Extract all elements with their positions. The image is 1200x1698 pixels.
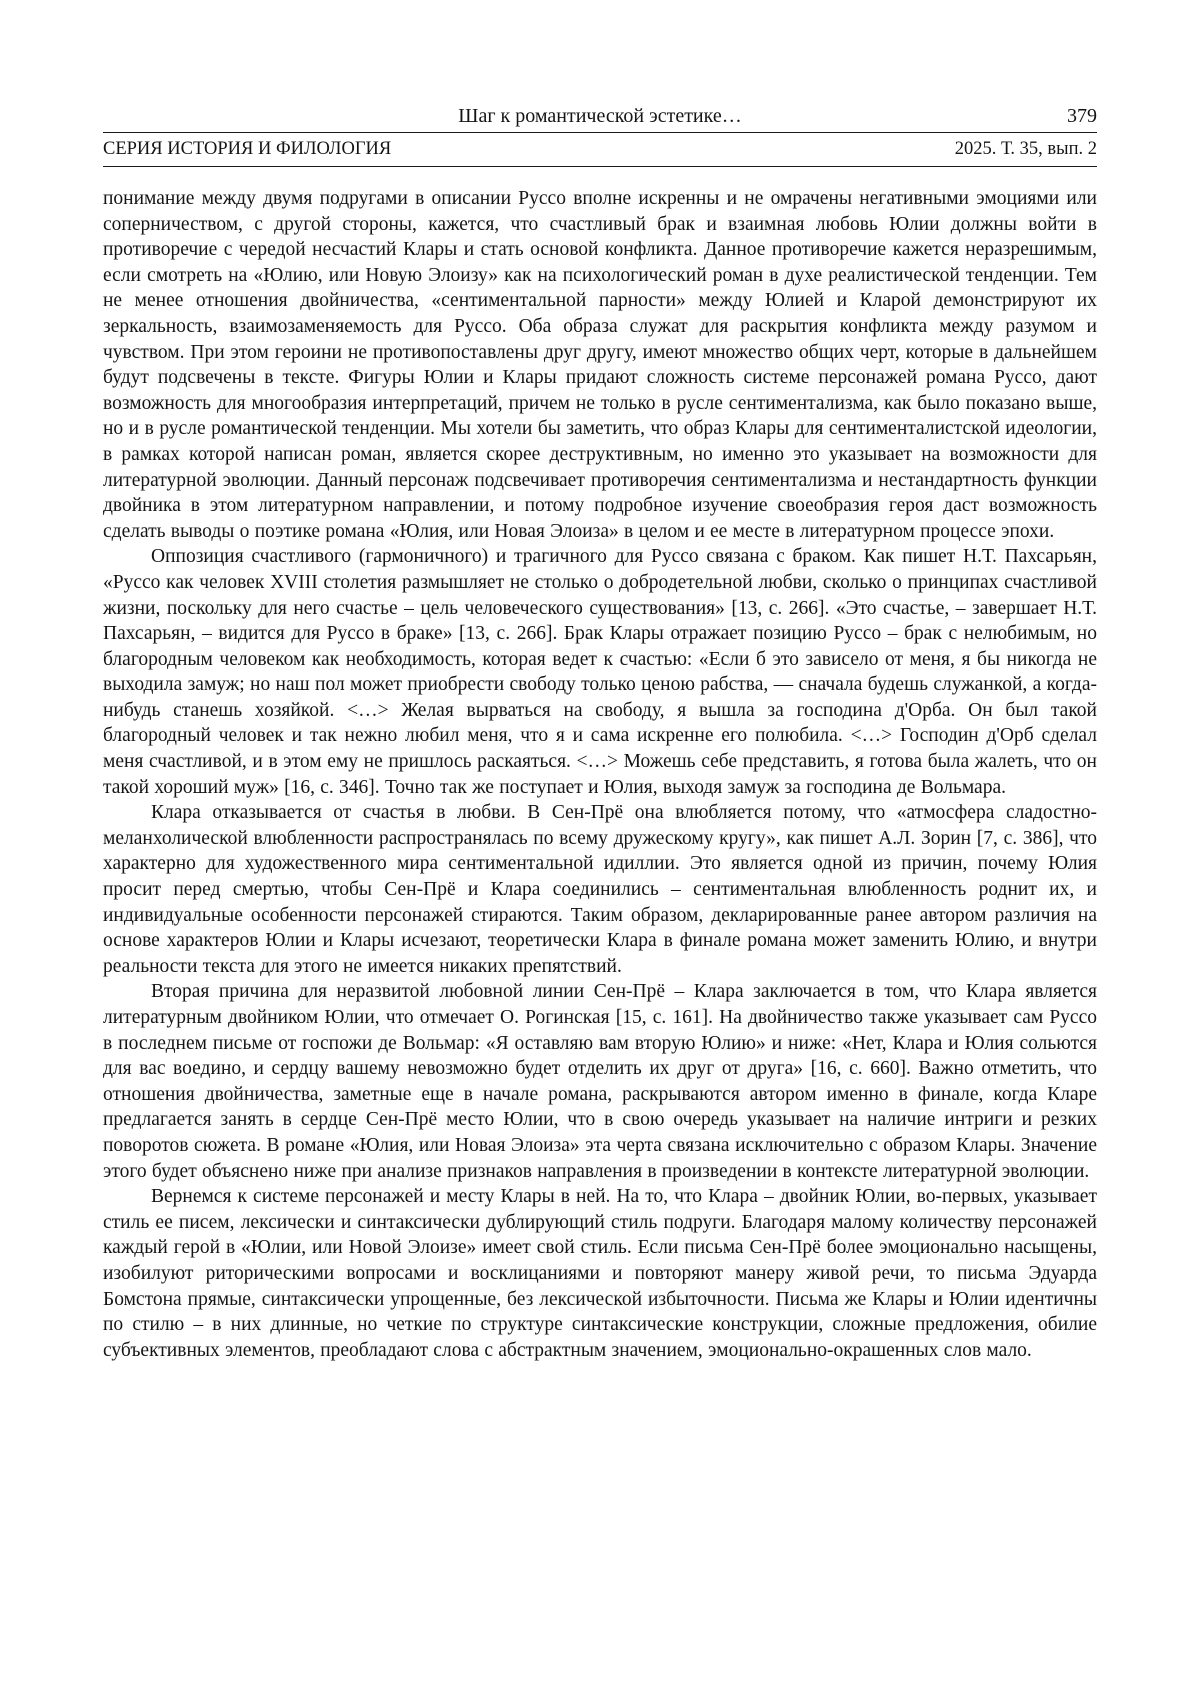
body-paragraph: Оппозиция счастливого (гармоничного) и трагичного для Руссо связана с браком. Как пишет Н.Т. Пахсарьян, «Руссо как человек XVIII столетия размышляет не столько о добродетельной любви, сколько о принципах счастливой жизни, поскольку для него счастье – цель человеческого существования» [13, с. 266]. «Это счастье, – завершает Н.Т. Пахсарьян, – видится для Руссо в браке» [13, с. 266]. Брак Клары отражает позицию Руссо – брак с нелюбимым, но благородным человеком как необходимость, которая ведет к счастью: «Если б это зависело от меня, я бы никогда не выходила замуж; но наш пол может приобрести свободу только ценою рабства, — сначала будешь служанкой, а когда-нибудь станешь хозяйкой. <…> Желая вырваться на свободу, я вышла за господина д'Орба. Он был такой благородный человек и так нежно любил меня, что я и сама искренне его полюбила. <…> Господин д'Орб сделал меня счастливой, и в этом ему не пришлось раскаяться. <…> Можешь себе представить, я готова была жалеть, что он такой хороший муж» [16, с. 346]. Точно так же поступает и Юлия, выходя замуж за господина де Вольмара. <box>103 546 1097 798</box>
issue-info: 2025. Т. 35, вып. 2 <box>954 139 1097 159</box>
running-head <box>103 104 1097 133</box>
series-line <box>103 133 1097 167</box>
page-number: 379 <box>1067 105 1097 127</box>
running-title: Шаг к романтической эстетике… <box>458 105 742 127</box>
series-title: СЕРИЯ ИСТОРИЯ И ФИЛОЛОГИЯ <box>103 139 392 159</box>
article-body <box>103 186 1097 1363</box>
body-paragraph: Вернемся к системе персонажей и месту Клары в ней. На то, что Клара – двойник Юлии, во-первых, указывает стиль ее писем, лексически и синтаксически дублирующий стиль подруги. Благодаря малому количеству персонажей каждый герой в «Юлии, или Новой Элоизе» имеет свой стиль. Если письма Сен-Прё более эмоционально насыщены, изобилуют риторическими вопросами и восклицаниями и повторяют манеру живой речи, то письма Эдуарда Бомстона прямые, синтаксически упрощенные, без лексической избыточности. Письма же Клары и Юлии идентичны по стилю – в них длинные, но четкие по структуре синтаксические конструкции, сложные предложения, обилие субъективных элементов, преобладают слова с абстрактным значением, эмоционально-окрашенных слов мало. <box>103 1186 1097 1361</box>
body-paragraph: Вторая причина для неразвитой любовной линии Сен-Прё – Клара заключается в том, что Клара является литературным двойником Юлии, что отмечает О. Рогинская [15, с. 161]. На двойничество также указывает сам Руссо в последнем письме от госпожи де Вольмар: «Я оставляю вам вторую Юлию» и ниже: «Нет, Клара и Юлия сольются для вас воедино, и сердцу вашему невозможно будет отделить их друг от друга» [16, с. 660]. Важно отметить, что отношения двойничества, заметные еще в начале романа, раскрываются автором именно в финале, когда Кларе предлагается занять в сердце Сен-Прё место Юлии, что в свою очередь указывает на наличие интриги и резких поворотов сюжета. В романе «Юлия, или Новая Элоиза» эта черта связана исключительно с образом Клары. Значение этого будет объяснено ниже при анализе признаков направления в произведении в контексте литературной эволюции. <box>103 981 1097 1182</box>
body-paragraph: понимание между двумя подругами в описании Руссо вполне искренны и не омрачены негативными эмоциями или соперничеством, с другой стороны, кажется, что счастливый брак и взаимная любовь Юлии должны войти в противоречие с чередой несчастий Клары и стать основой конфликта. Данное противоречие кажется неразрешимым, если смотреть на «Юлию, или Новую Элоизу» как на психологический роман в духе реалистической тенденции. Тем не менее отношения двойничества, «сентиментальной парности» между Юлией и Кларой демонстрируют их зеркальность, взаимозаменяемость для Руссо. Оба образа служат для раскрытия конфликта между разумом и чувством. При этом героини не противопоставлены друг другу, имеют множество общих черт, которые в дальнейшем будут подсвечены в тексте. Фигуры Юлии и Клары придают сложность системе персонажей романа Руссо, дают возможность для многообразия интерпретаций, причем не только в русле сентиментализма, как было показано выше, но и в русле романтической тенденции. Мы хотели бы заметить, что образ Клары для сентименталистской идеологии, в рамках которой написан роман, является скорее деструктивным, но именно это указывает на возможности для литературной эволюции. Данный персонаж подсвечивает противоречия сентиментализма и нестандартность функции двойника в этом литературном направлении, и потому подробное изучение своеобразия героя даст возможность сделать выводы о поэтике романа «Юлия, или Новая Элоиза» в целом и ее месте в литературном процессе эпохи. <box>103 188 1097 542</box>
body-paragraph: Клара отказывается от счастья в любви. В Сен-Прё она влюбляется потому, что «атмосфера сладостно-меланхолической влюбленности распространялась по всему дружескому кругу», как пишет А.Л. Зорин [7, с. 386], что характерно для художественного мира сентиментальной идиллии. Это является одной из причин, почему Юлия просит перед смертью, чтобы Сен-Прё и Клара соединились – сентиментальная влюбленность роднит их, и индивидуальные особенности персонажей стираются. Таким образом, декларированные ранее автором различия на основе характеров Юлии и Клары исчезают, теоретически Клара в финале романа может заменить Юлию, и внутри реальности текста для этого не имеется никаких препятствий. <box>103 802 1097 977</box>
page-header <box>103 104 1097 167</box>
